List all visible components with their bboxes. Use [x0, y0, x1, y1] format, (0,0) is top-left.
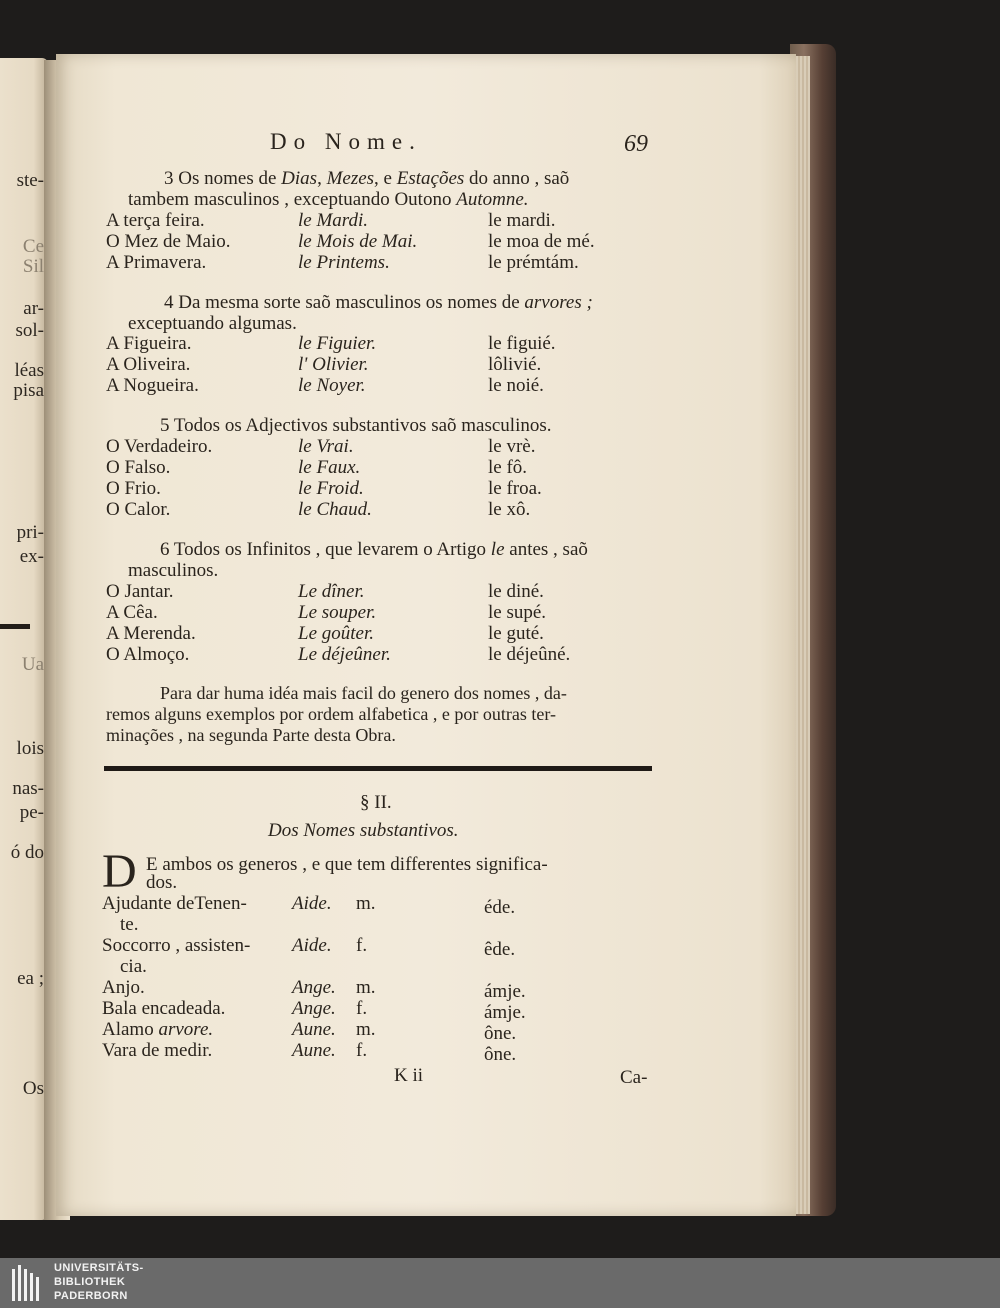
left-fragment: léas [14, 360, 44, 381]
rule-4-line-1: 4 Da mesma sorte saõ masculinos os nomes de arvores ; [164, 292, 593, 313]
left-fragment: ste- [16, 170, 44, 191]
example-fr: le Mardi. [298, 210, 369, 231]
drop-cap: D [102, 845, 137, 898]
signature-mark: K ii [394, 1065, 424, 1086]
example-pt: A Figueira. [106, 333, 192, 354]
left-fragment: sol- [15, 320, 44, 341]
left-fragment: nas- [12, 778, 44, 799]
example-fr: Le déjeûner. [298, 644, 391, 665]
entry-pt: Alamo arvore. [102, 1019, 214, 1040]
entry-pt: Bala encadeada. [102, 998, 226, 1019]
example-pron: le déjeûné. [488, 644, 571, 665]
entry-pt-cont: cia. [120, 956, 147, 977]
example-pron: le fô. [488, 457, 528, 478]
example-fr: le Faux. [298, 457, 361, 478]
entry-pron: ámje. [484, 981, 526, 1002]
example-pt: O Jantar. [106, 581, 174, 602]
example-fr: Le souper. [298, 602, 377, 623]
example-pron: le guté. [488, 623, 544, 644]
example-pt: A Merenda. [106, 623, 196, 644]
example-pron: le supé. [488, 602, 547, 623]
left-fragment: ex- [19, 546, 44, 567]
example-pron: le noié. [488, 375, 544, 396]
entry-fr: Ange. [292, 998, 336, 1019]
left-fragment: ea ; [17, 968, 44, 989]
left-fragment: Sil [22, 256, 44, 277]
rule-5: 5 Todos os Adjectivos substantivos saõ masculinos. [160, 415, 552, 436]
entry-pt-cont: te. [120, 914, 139, 935]
entry-pt: Soccorro , assisten- [102, 935, 251, 956]
paragraph-line: remos alguns exemplos por ordem alfabetica , e por outras ter- [106, 704, 556, 724]
example-fr: le Chaud. [298, 499, 372, 520]
section-rule [104, 766, 652, 771]
example-pron: le froa. [488, 478, 542, 499]
example-fr: l' Olivier. [298, 354, 369, 375]
entry-pt: Anjo. [102, 977, 145, 998]
entry-pron: êde. [484, 939, 516, 960]
rule-3-line-2: tambem masculinos , exceptuando Outono Automne. [128, 189, 529, 210]
example-fr: le Vrai. [298, 436, 354, 457]
entry-gender: m. [356, 893, 376, 914]
example-pt: A terça feira. [106, 210, 205, 231]
example-pron: le moa de mé. [488, 231, 595, 252]
left-fragment: ó do [10, 842, 44, 863]
example-fr: Le goûter. [298, 623, 374, 644]
example-pt: A Cêa. [106, 602, 158, 623]
intro-line-2: dos. [146, 872, 178, 893]
example-pt: O Mez de Maio. [106, 231, 231, 252]
library-logo-icon [10, 1263, 44, 1303]
library-name-line: BIBLIOTHEK [54, 1276, 126, 1288]
intro-line-1: E ambos os generos , e que tem differentes significa- [146, 854, 548, 875]
entry-fr: Aide. [292, 893, 332, 914]
page-number: 69 [624, 131, 648, 157]
entry-pt: Ajudante deTenen- [102, 893, 247, 914]
example-pt: O Frio. [106, 478, 161, 499]
catchword: Ca- [620, 1067, 648, 1088]
paragraph-line: Para dar huma idéa mais facil do genero dos nomes , da- [160, 683, 567, 703]
example-fr: Le dîner. [298, 581, 365, 602]
running-header: Do Nome. [270, 129, 422, 154]
entry-fr: Aune. [292, 1040, 336, 1061]
entry-gender: m. [356, 1019, 376, 1040]
example-pron: le xô. [488, 499, 531, 520]
example-pt: A Primavera. [106, 252, 207, 273]
paragraph-line: minações , na segunda Parte desta Obra. [106, 725, 396, 745]
section-title: Dos Nomes substantivos. [268, 820, 459, 841]
example-fr: le Froid. [298, 478, 364, 499]
rule-3-line-1: 3 Os nomes de Dias, Mezes, e Estações do anno , saõ [164, 168, 570, 189]
library-name-line: PADERBORN [54, 1290, 128, 1302]
library-footer-bar [0, 1258, 1000, 1308]
entry-gender: f. [356, 998, 368, 1019]
left-fragment: Ua [21, 654, 44, 675]
example-pron: le vrè. [488, 436, 536, 457]
entry-fr: Aune. [292, 1019, 336, 1040]
example-pt: O Verdadeiro. [106, 436, 213, 457]
example-fr: le Noyer. [298, 375, 366, 396]
example-pron: le figuié. [488, 333, 556, 354]
entry-gender: f. [356, 1040, 368, 1061]
left-fragment: Os [22, 1078, 44, 1099]
section-number: § II. [360, 792, 392, 813]
entry-fr: Aide. [292, 935, 332, 956]
entry-pt: Vara de medir. [102, 1040, 213, 1061]
entry-pron: ône. [484, 1023, 517, 1044]
example-pt: A Nogueira. [106, 375, 199, 396]
library-name-line: UNIVERSITÄTS- [54, 1262, 144, 1274]
entry-pron: ámje. [484, 1002, 526, 1023]
left-rule [0, 624, 30, 629]
entry-pron: éde. [484, 897, 516, 918]
example-pron: le diné. [488, 581, 544, 602]
entry-fr: Ange. [292, 977, 336, 998]
example-pron: le mardi. [488, 210, 556, 231]
left-fragment: pisa [13, 380, 44, 401]
example-fr: le Mois de Mai. [298, 231, 418, 252]
left-fragment: lois [16, 738, 44, 759]
entry-pron: ône. [484, 1044, 517, 1065]
example-pron: le prémtám. [488, 252, 579, 273]
entry-gender: f. [356, 935, 368, 956]
left-fragment: pe- [19, 802, 44, 823]
example-fr: le Figuier. [298, 333, 377, 354]
left-page-edge [0, 58, 48, 1220]
rule-4-line-2: exceptuando algumas. [128, 313, 297, 334]
left-fragment: pri- [16, 522, 44, 543]
rule-6-line-2: masculinos. [128, 560, 219, 581]
example-pt: O Calor. [106, 499, 171, 520]
example-fr: le Printems. [298, 252, 390, 273]
left-fragment: Ce [22, 236, 44, 257]
left-fragment: ar- [23, 298, 44, 319]
example-pt: O Almoço. [106, 644, 190, 665]
rule-6-line-1: 6 Todos os Infinitos , que levarem o Artigo le antes , saõ [160, 539, 588, 560]
example-pt: O Falso. [106, 457, 171, 478]
entry-gender: m. [356, 977, 376, 998]
example-pron: lôlivié. [488, 354, 542, 375]
example-pt: A Oliveira. [106, 354, 191, 375]
